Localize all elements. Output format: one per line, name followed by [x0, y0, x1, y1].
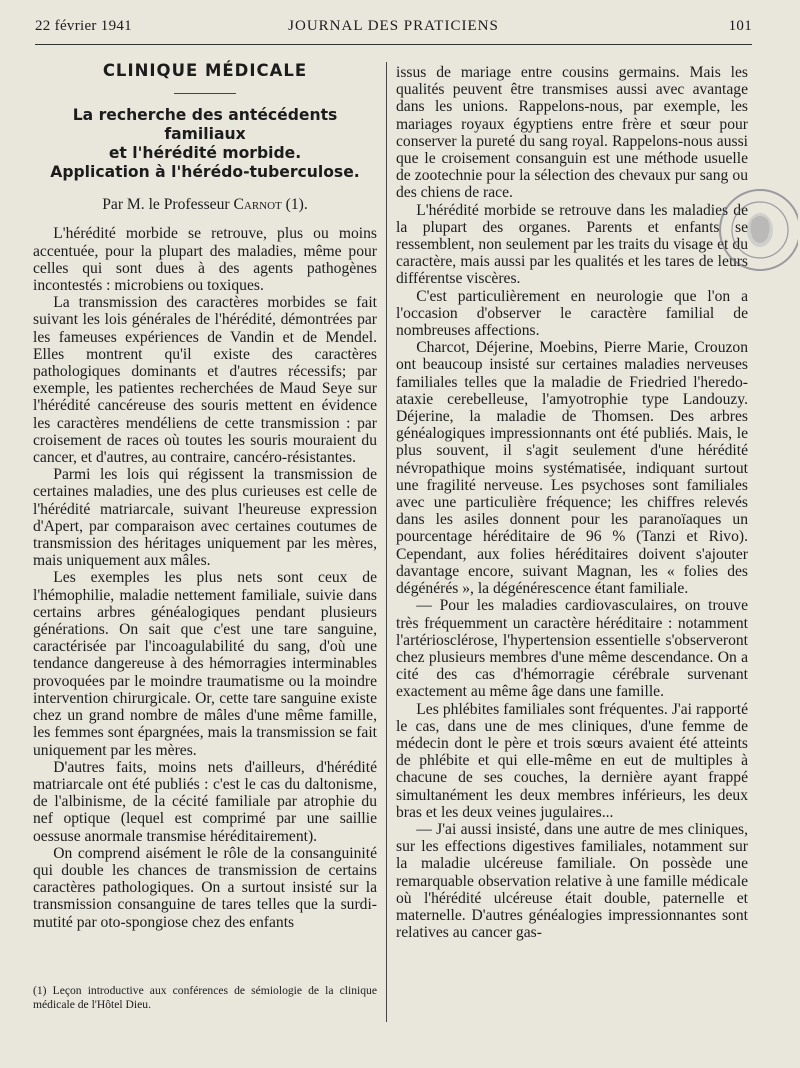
- author-prefix: Par M. le Professeur: [102, 196, 230, 214]
- paragraph: Parmi les lois qui régissent la transmission de certaines maladies, une des plus curieuses est celle de l'hérédité matriarcale, suivant l'heureuse expression d'Apert, par comparaison avec certaines coutumes de transmission des héritages uniquement par les mères, mais uniquement aux mâles.: [33, 466, 377, 570]
- title-line: Application à l'hérédo-tuberculose.: [50, 163, 360, 182]
- paragraph: L'hérédité morbide se retrouve, plus ou moins accentuée, pour la plupart des maladies, même pour celles qui sont dues à des agents pathogènes incontestés : microbiens ou toxiques.: [33, 225, 377, 295]
- right-column: [396, 64, 748, 941]
- header-rule: [35, 44, 752, 45]
- paragraph: issus de mariage entre cousins germains. Mais les qualités peuvent être transmises aussi avec avantage dans les unions. Rappelons-nous, par exemple, les mariages royaux égyptiens entre frère et sœur pour conserver la pureté du sang royal. Rappelons-nous aussi que le croisement consanguin est une méthode usuelle de zootechnie pour la sélection des chevaux pur sang ou des chiens de race.: [396, 64, 748, 202]
- library-stamp-icon: [712, 176, 798, 284]
- journal-title: JOURNAL DES PRATICIENS: [288, 18, 499, 34]
- paragraph: L'hérédité morbide se retrouve dans les maladies de la plupart des organes. Parents et enfants se ressemblent, non seulement par les traits du visage et du caractère, mais aussi par les qualités et les tares de leurs différentse viscères.: [396, 201, 748, 288]
- article-title: [33, 106, 377, 182]
- paragraph: La transmission des caractères morbides se fait suivant les lois générales de l'hérédité, démontrées par les fameuses expériences de Vandin et de Mendel. Elles montrent qu'il existe des caractères pathologiques dominants et d'autres récessifs; par exemple, les patientes recherchées de Maud Seye sur l'hérédité cancéreuse des souris mettent en évidence les caractères mendéliens de cette transmission : par croisement de races où toutes les souris mouraient du cancer, et d'autres, au contraire, cancéro-résistantes.: [33, 294, 377, 467]
- paragraph: Les exemples les plus nets sont ceux de l'hémophilie, maladie nettement familiale, suivie dans certains arbres généalogiques pendant plusieurs générations. On sait que c'est une tare sanguine, caractérisée par l'incoagulabilité du sang, d'où une tendance dangereuse à des hémorragies interminables provoquées par le moindre traumatisme ou la moindre intervention chirurgicale. Or, cette tare sanguine existe chez un grand nombre de mâles d'une même famille, les femmes sont épargnées, mais la transmission se fait uniquement par les mères.: [33, 569, 377, 759]
- left-column: [33, 62, 377, 931]
- paragraph: Charcot, Déjerine, Moebins, Pierre Marie, Crouzon ont beaucoup insisté sur certaines maladies nerveuses familiales telles que la maladie de Friedried l'heredo-ataxie cerebelleuse, l'amyotrophie type Landouzy. Déjerine, la maladie de Thomsen. Des arbres généalogiques impressionnants ont été publiés. Mais, le plus souvent, il s'agit seulement d'une hérédité névropathique moins systématisée, indiquant surtout une fragilité nerveuse. Les psychoses sont familiales avec une particulière fréquence; les chiffres relevés dans les asiles donnent pour les paranoïaques un pourcentage héréditaire de 96 % (Tanzi et Rivo). Cependant, aux folies héréditaires doivent s'ajouter davantage encore, suivant Magnan, les « folies des dégénérés », la dégénérescence étant familiale.: [396, 339, 748, 598]
- column-divider: [386, 62, 387, 1022]
- author-line: [33, 196, 377, 213]
- paragraph: Les phlébites familiales sont fréquentes. J'ai rapporté le cas, dans une de mes cliniques, d'une femme de médecin dont le père et trois sœurs avaient été atteints de phlébite et qui elle-même en eut de multiples à chacune de ses couches, la dernière ayant frappé simultanément les deux membres inférieurs, les deux bras et les deux veines jugulaires...: [396, 700, 748, 821]
- author-name: Carnot: [233, 196, 282, 214]
- footnote-ref: (1).: [285, 196, 308, 214]
- title-line: La recherche des antécédents familiaux: [72, 106, 338, 144]
- paragraph: — Pour les maladies cardiovasculaires, on trouve très fréquemment un caractère héréditaire : notamment l'artériosclérose, l'hypertension essentielle s'observeront chez plusieurs membres d'une même descendance. On a cité des cas d'hémorragie cérébrale survenant exactement au même âge dans une famille.: [396, 597, 748, 701]
- footnote: (1) Leçon introductive aux conférences de sémiologie de la clinique médicale de l'Hôtel Dieu.: [33, 984, 377, 1011]
- running-header: [35, 18, 752, 40]
- page-number: 101: [728, 18, 752, 34]
- section-divider: [174, 93, 236, 94]
- issue-date: 22 février 1941: [35, 18, 132, 34]
- paragraph: On comprend aisément le rôle de la consanguinité qui double les chances de transmission de certains caractères pathologiques. On a surtout insisté sur la transmission consanguine de tares telles que la surdi-mutité par oto-spongiose chez des enfants: [33, 844, 377, 931]
- title-line: et l'hérédité morbide.: [108, 144, 302, 163]
- paragraph: C'est particulièrement en neurologie que l'on a l'occasion d'observer le caractère familial de nombreuses affections.: [396, 287, 748, 340]
- paragraph: — J'ai aussi insisté, dans une autre de mes cliniques, sur les effections digestives familiales, notamment sur la maladie ulcéreuse familiale. On possède une remarquable observation relative à une famille médicale où l'hérédité ulcéreuse était double, paternelle et maternelle. D'autres généalogies impressionnantes sont relatives au cancer gas-: [396, 820, 748, 942]
- section-heading: CLINIQUE MÉDICALE: [102, 61, 308, 80]
- paragraph: D'autres faits, moins nets d'ailleurs, d'hérédité matriarcale ont été publiés : c'est le cas du daltonisme, de l'albinisme, de la cécité familiale par atrophie du nef optique (lequel est comprimé par une saillie oessuse anormale transmise héréditairement).: [33, 758, 377, 845]
